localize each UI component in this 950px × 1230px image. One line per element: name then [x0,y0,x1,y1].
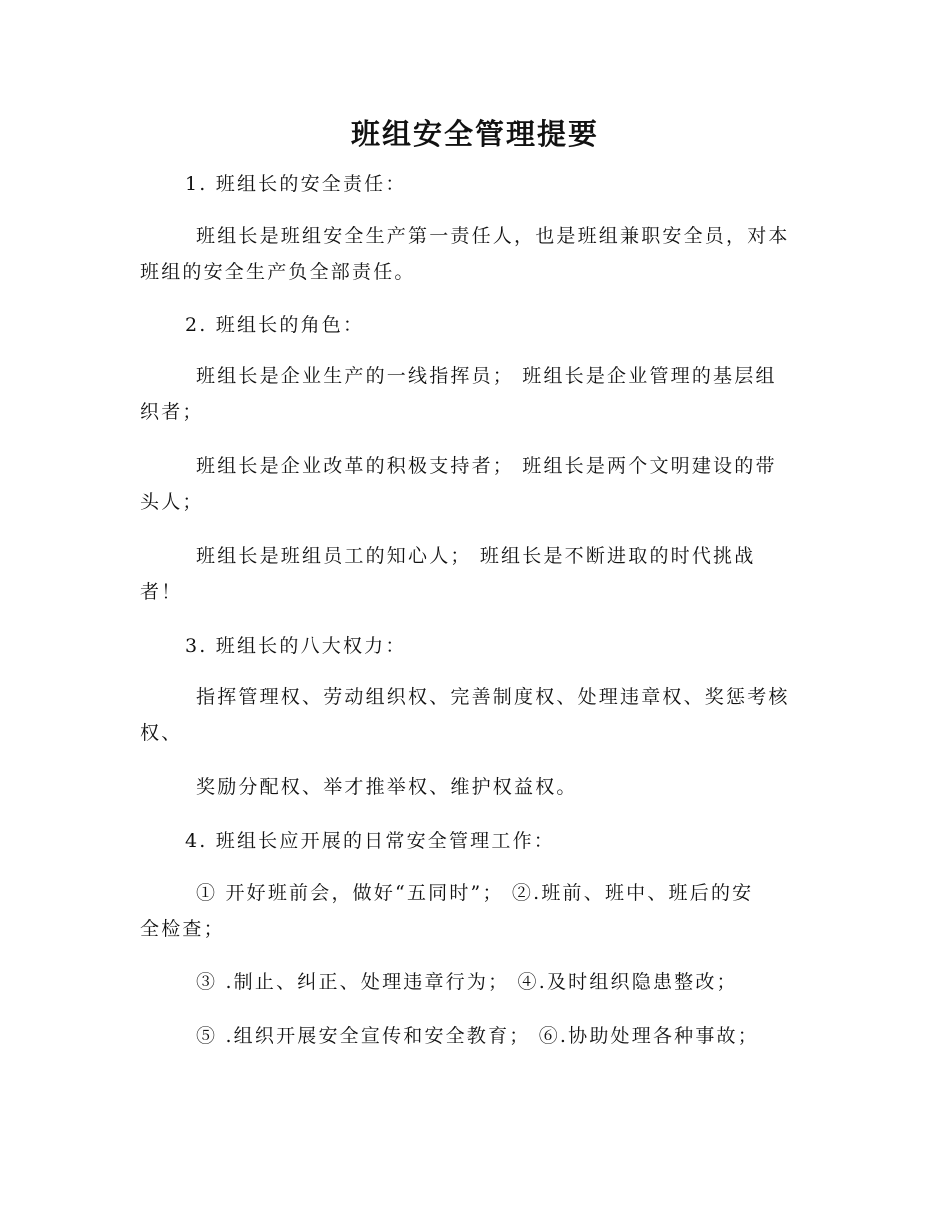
paragraph-line: 者！ [140,581,183,603]
paragraph-line: ① 开好班前会，做好“五同时”； ②.班前、班中、班后的安 [196,882,754,904]
paragraph-line: 班组长是班组安全生产第一责任人，也是班组兼职安全员，对本 [196,225,790,247]
paragraph-line: 班组长是企业改革的积极支持者； 班组长是两个文明建设的带 [196,455,777,477]
paragraph-line: 班组长是企业生产的一线指挥员； 班组长是企业管理的基层组 [196,365,777,387]
paragraph-line: 班组长是班组员工的知心人； 班组长是不断进取的时代挑战 [196,545,756,567]
paragraph-line: 指挥管理权、劳动组织权、完善制度权、处理违章权、奖惩考核 [196,686,790,708]
paragraph-line: 织者； [140,401,204,423]
paragraph-line: 权、 [140,722,183,744]
paragraph-line: 奖励分配权、举才推举权、维护权益权。 [196,776,578,798]
section-2-heading: 2. 班组长的角色： [185,314,365,336]
paragraph-line: ⑤ .组织开展安全宣传和安全教育； ⑥.协助处理各种事故； [196,1025,759,1047]
section-3-heading: 3. 班组长的八大权力： [185,635,407,657]
section-1-heading: 1. 班组长的安全责任： [185,173,407,195]
document-title: 班组安全管理提要 [350,117,599,151]
paragraph-line: ③ .制止、纠正、处理违章行为； ④.及时组织隐患整改； [196,971,738,993]
paragraph-line: 头人； [140,491,204,513]
paragraph-line: 班组的安全生产负全部责任。 [140,261,416,283]
section-4-heading: 4. 班组长应开展的日常安全管理工作： [185,830,555,852]
paragraph-line: 全检查； [140,918,225,940]
